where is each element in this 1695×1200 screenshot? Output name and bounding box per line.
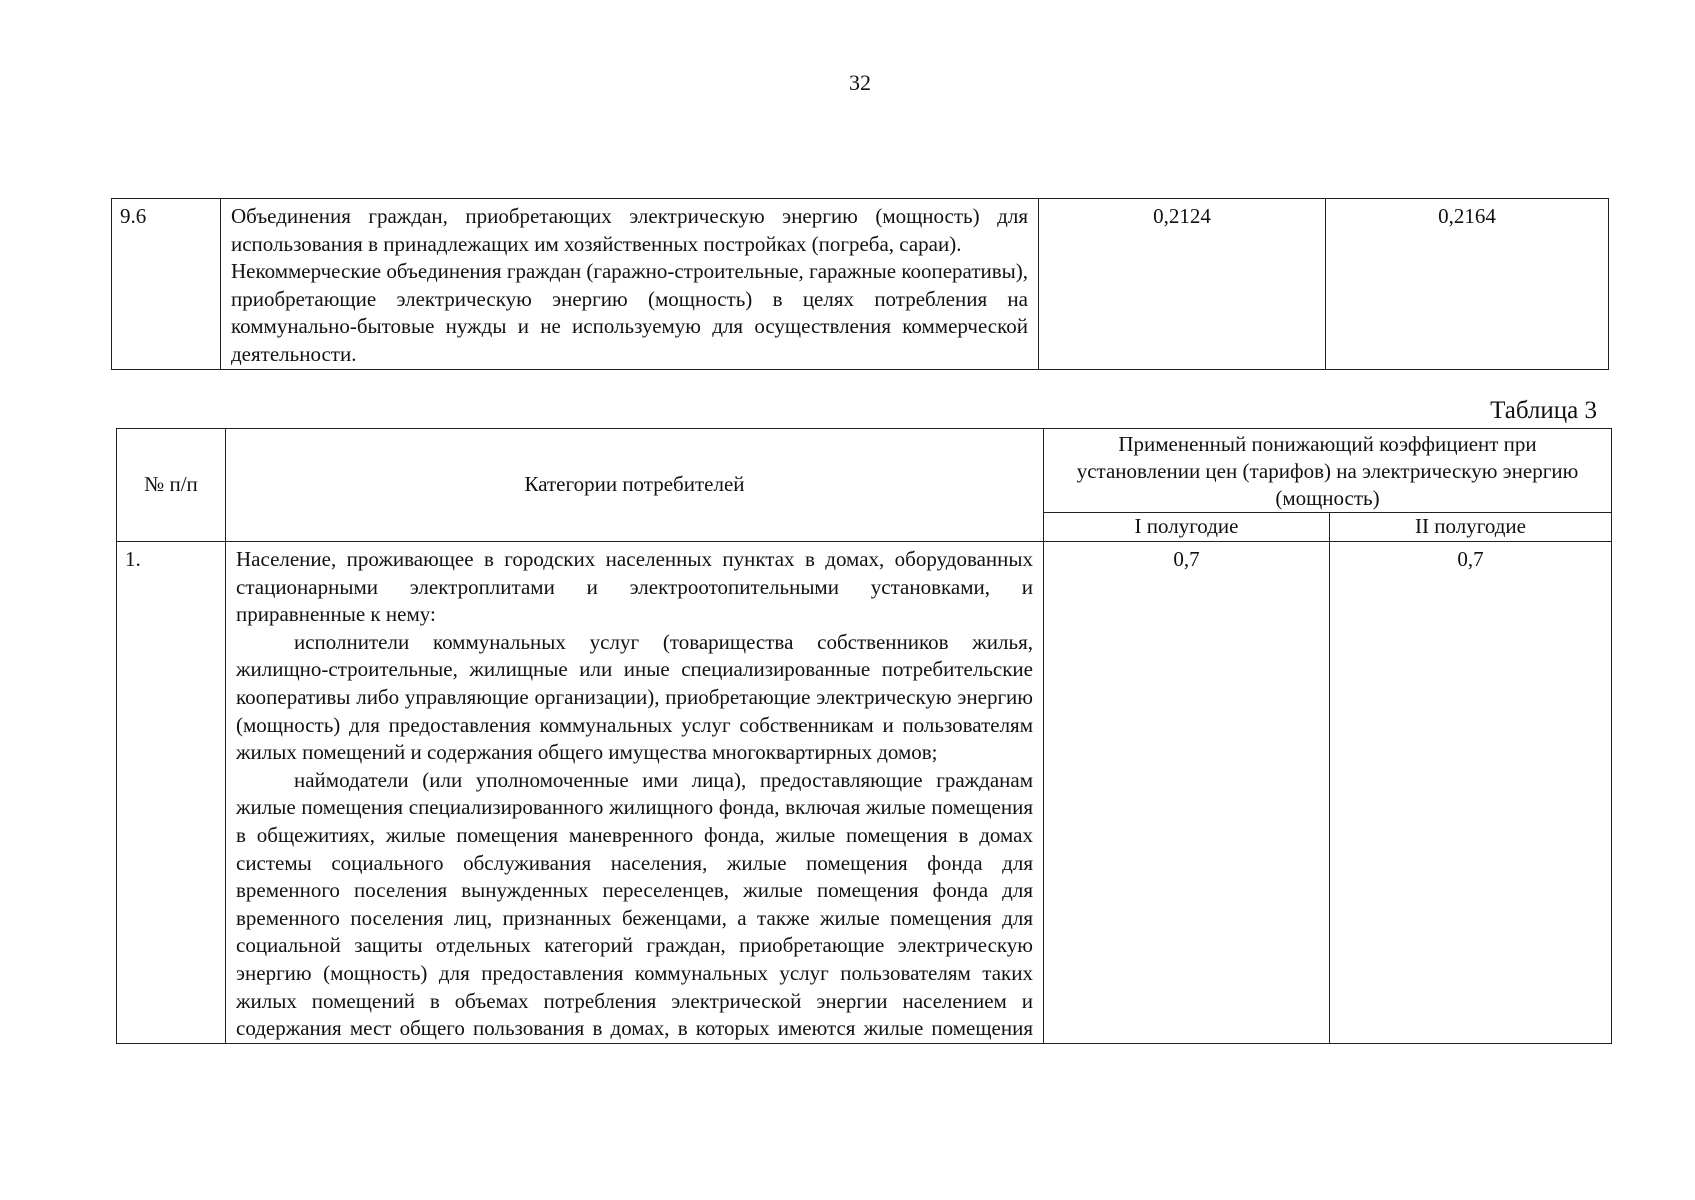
header-number: № п/п <box>117 429 226 542</box>
table-row <box>117 542 1612 1044</box>
description-paragraph: Объединения граждан, приобретающих электрическую энергию (мощность) для использования в принадлежащих им хозяйственных постройках (погреба, сараи). <box>231 204 1028 256</box>
header-category: Категории потребителей <box>226 429 1044 542</box>
page-number: 32 <box>849 70 871 95</box>
previous-table-continuation <box>111 198 1609 370</box>
row-description <box>226 542 1044 1044</box>
second-half-value: 0,7 <box>1330 542 1612 1044</box>
table-row <box>112 199 1609 370</box>
header-second-half: II полугодие <box>1330 513 1612 542</box>
description-paragraph: Некоммерческие объединения граждан (гаражно-строительные, гаражные кооперативы), приобретающие электрическую энергию (мощность) в целях потребления на коммунально-бытовые нужды и не используемую для осуществления коммерческой деятельности. <box>231 259 1028 366</box>
header-first-half: I полугодие <box>1044 513 1330 542</box>
first-half-value: 0,7 <box>1044 542 1330 1044</box>
row-number: 1. <box>117 542 226 1044</box>
table-label: Таблица 3 <box>1490 397 1597 424</box>
row-description <box>221 199 1039 370</box>
table-3 <box>116 428 1612 1044</box>
second-half-value: 0,2164 <box>1326 199 1609 370</box>
description-paragraph: исполнители коммунальных услуг (товарищества собственников жилья, жилищно-строительные, жилищные или иные специализированные потребительские кооперативы либо управляющие организации), приобретающие электрическую энергию (мощность) для предоставления коммунальных услуг собственникам и пользователям жилых помещений и содержания общего имущества многоквартирных домов; <box>236 629 1033 765</box>
row-number: 9.6 <box>112 199 221 370</box>
first-half-value: 0,2124 <box>1039 199 1326 370</box>
header-row <box>117 429 1612 513</box>
description-paragraph: наймодатели (или уполномоченные ими лица), предоставляющие гражданам жилые помещения специализированного жилищного фонда, включая жилые помещения в общежитиях, жилые помещения маневренного фонда, жилые помещения в домах системы социального обслуживания населения, жилые помещения фонда для временного поселения вынужденных переселенцев, жилые помещения фонда для временного поселения лиц, признанных беженцами, а также жилые помещения для социальной защиты отдельных категорий граждан, приобретающие электрическую энергию (мощность) для предоставления коммунальных услуг пользователям таких жилых помещений в объемах потребления электрической энергии населением и содержания мест общего пользования в домах, в которых имеются жилые помещения <box>236 767 1033 1041</box>
description-paragraph: Население, проживающее в городских населенных пунктах в домах, оборудованных стационарными электроплитами и электроотопительными установками, и приравненные к нему: <box>236 547 1033 627</box>
header-coefficient: Примененный понижающий коэффициент при установлении цен (тарифов) на электрическую энергию (мощность) <box>1044 429 1612 513</box>
